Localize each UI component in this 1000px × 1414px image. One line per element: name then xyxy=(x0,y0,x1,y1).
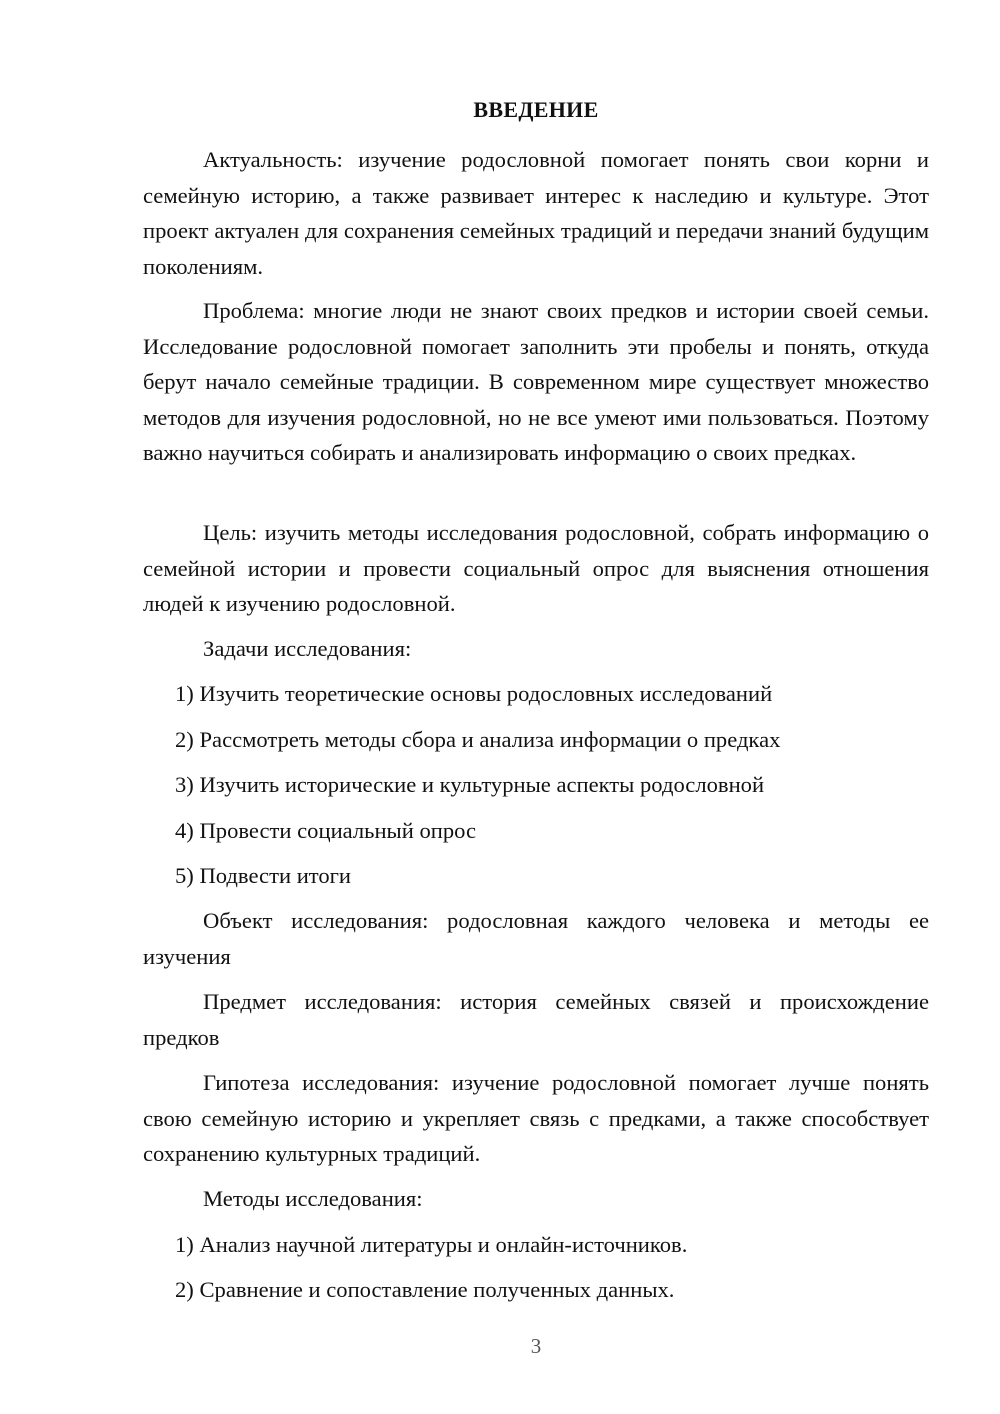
subject-paragraph: Предмет исследования: история семейных связей и происхождение предков xyxy=(143,989,929,1050)
task-item: 2) Рассмотреть методы сбора и анализа информации о предках xyxy=(175,727,781,752)
task-item: 3) Изучить исторические и культурные аспекты родословной xyxy=(175,772,765,797)
goal-paragraph: Цель: изучить методы исследования родословной, собрать информацию о семейной истории и провести социальный опрос для выяснения отношения людей к изучению родословной. xyxy=(143,520,929,616)
task-item: 1) Изучить теоретические основы родословных исследований xyxy=(175,681,773,706)
relevance-paragraph: Актуальность: изучение родословной помогает понять свои корни и семейную историю, а также развивает интерес к наследию и культуре. Этот проект актуален для сохранения семейных традиций и передачи знаний будущим поколениям. xyxy=(143,147,929,279)
methods-heading: Методы исследования: xyxy=(203,1186,423,1211)
problem-paragraph: Проблема: многие люди не знают своих предков и истории своей семьи. Исследование родословной помогает заполнить эти пробелы и понять, откуда берут начало семейные традиции. В современном мире существует множество методов для изучения родословной, но не все умеют ими пользоваться. Поэтому важно научиться собирать и анализировать информацию о своих предках. xyxy=(143,298,929,465)
method-item: 1) Анализ научной литературы и онлайн-источников. xyxy=(175,1232,688,1257)
method-item: 2) Сравнение и сопоставление полученных данных. xyxy=(175,1277,675,1302)
task-item: 4) Провести социальный опрос xyxy=(175,818,477,843)
hypothesis-paragraph: Гипотеза исследования: изучение родословной помогает лучше понять свою семейную историю и укрепляет связь с предками, а также способствует сохранению культурных традиций. xyxy=(143,1070,929,1166)
task-item: 5) Подвести итоги xyxy=(175,863,352,888)
section-title: ВВЕДЕНИЕ xyxy=(473,97,599,122)
object-paragraph: Объект исследования: родословная каждого человека и методы ее изучения xyxy=(143,908,929,969)
tasks-heading: Задачи исследования: xyxy=(203,636,412,661)
page-number: 3 xyxy=(530,1334,542,1358)
